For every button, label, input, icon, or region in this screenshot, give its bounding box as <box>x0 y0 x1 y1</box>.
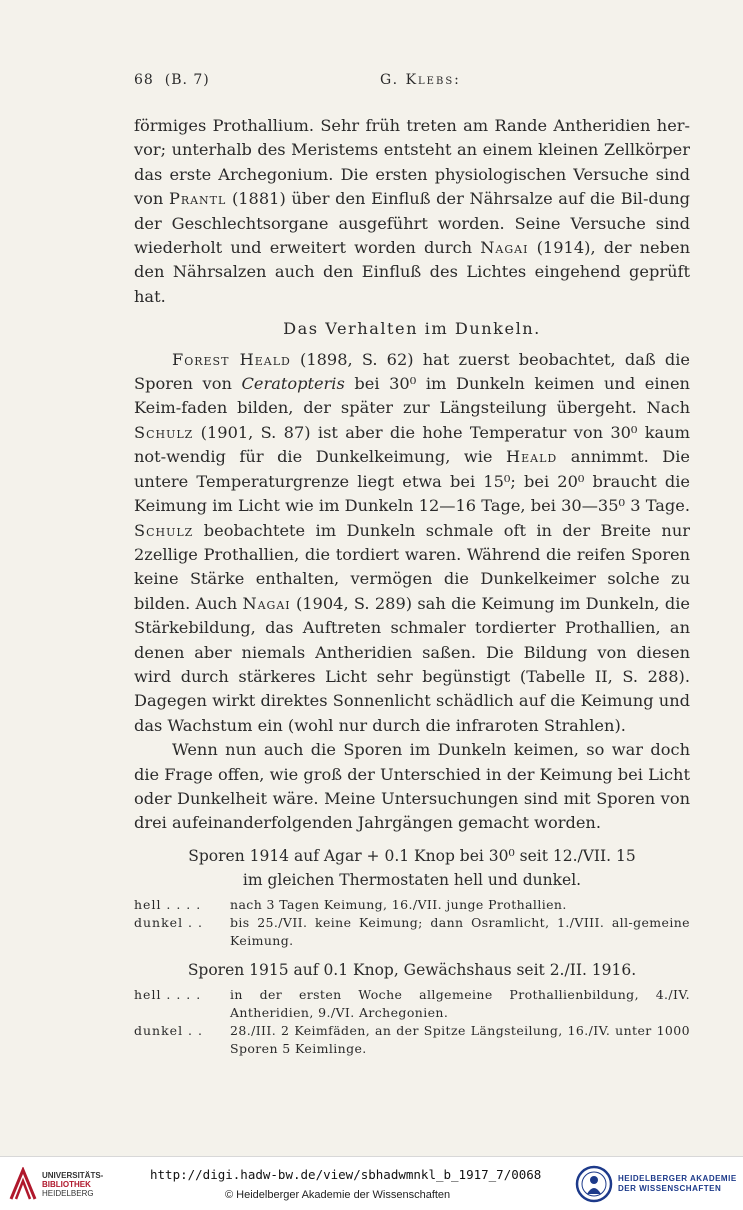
academy-seal-logo[interactable] <box>575 1165 613 1203</box>
volume-number: (B. 7) <box>164 72 210 88</box>
body-text <box>134 114 690 1058</box>
university-library-name: UNIVERSITÄTS- BIBLIOTHEK HEIDELBERG <box>42 1171 104 1198</box>
experiment-2-title: Sporen 1915 auf 0.1 Knop, Gewächshaus seit 2./II. 1916. <box>187 960 637 979</box>
paragraph-3: Wenn nun auch die Sporen im Dunkeln keimen, so war doch die Frage offen, wie groß der Unterschied in der Keimung bei Licht oder Dunkelheit wäre. Meine Untersuchungen sind mit Sporen von drei aufeinanderfolgenden Jahrgängen gemacht worden. <box>134 740 690 833</box>
running-title: G. Klebs: <box>380 72 461 88</box>
experiment-2-results <box>134 986 690 1058</box>
footer-bar <box>0 1156 743 1210</box>
section-heading: Das Verhalten im Dunkeln. <box>283 319 541 339</box>
permalink-url[interactable]: http://digi.hadw-bw.de/view/sbhadwmnkl_b_1917_7/0068 <box>150 1167 542 1182</box>
paragraph-1: förmiges Prothallium. Sehr früh treten am Rande Antheridien her-vor; unterhalb des Meristems entsteht an einem kleinen Zellkörper das erste Archegonium. Die ersten physiologischen Versuche sind von Prantl (1881) über den Einfluß der Nährsalze auf die Bil-dung der Geschlechtsorgane ausgeführt worden. Seine Versuche sind wiederholt und erweitert worden durch Nagai (1914), der neben den Nährsalzen auch den Einfluß des Lichtes eingehend geprüft hat. <box>134 116 690 306</box>
academy-name: HEIDELBERGER AKADEMIE DER WISSENSCHAFTEN <box>618 1174 737 1193</box>
result-row: dunkel . . 28./III. 2 Keimfäden, an der Spitze Längsteilung, 16./IV. unter 1000 Sporen 5 Keimlinge. <box>134 1022 690 1056</box>
university-library-logo[interactable] <box>8 1167 38 1201</box>
result-row: hell . . . . in der ersten Woche allgemeine Prothallienbildung, 4./IV. Antheridien, 9./VI. Archegonien. <box>134 986 690 1020</box>
copyright-notice: © Heidelberger Akademie der Wissenschaften <box>225 1189 451 1201</box>
result-row: hell . . . . nach 3 Tagen Keimung, 16./VII. junge Prothallien. <box>134 896 567 912</box>
experiment-1-results <box>134 896 690 950</box>
page-number: 68 (B. 7) <box>134 72 210 88</box>
paragraph-2: Forest Heald (1898, S. 62) hat zuerst beobachtet, daß die Sporen von Ceratopteris bei 30⁰ im Dunkeln keimen und einen Keim-faden bilden, der später zur Längsteilung übergeht. Nach Schulz (1901, S. 87) ist aber die hohe Temperatur von 30⁰ kaum not-wendig für die Dunkelkeimung, wie Heald annimmt. Die untere Temperaturgrenze liegt etwa bei 15⁰; bei 20⁰ braucht die Keimung im Licht wie im Dunkeln 12—16 Tage, bei 30—35⁰ 3 Tage. Schulz beobachtete im Dunkeln schmale oft in der Breite nur 2zellige Prothallien, die tordiert waren. Während die reifen Sporen keine Stärke enthalten, vermögen die Dunkelkeimer solche zu bilden. Auch Nagai (1904, S. 289) sah die Keimung im Dunkeln, die Stärkebildung, das Auftreten schmaler tordierter Prothallien, an denen aber niemals Antheridien saßen. Die Bildung von diesen wird durch stärkeres Licht sehr begünstigt (Tabelle II, S. 288). Dagegen wirkt direktes Sonnenlicht schädlich auf die Keimung und das Wachstum ein (wohl nur durch die infraroten Strahlen). <box>134 349 690 735</box>
result-row: dunkel . . bis 25./VII. keine Keimung; dann Osramlicht, 1./VIII. all-gemeine Keimung. <box>134 914 690 948</box>
experiment-1-title: Sporen 1914 auf Agar + 0.1 Knop bei 30⁰ seit 12./VII. 15 im gleichen Thermostaten hell und dunkel. <box>188 846 636 889</box>
